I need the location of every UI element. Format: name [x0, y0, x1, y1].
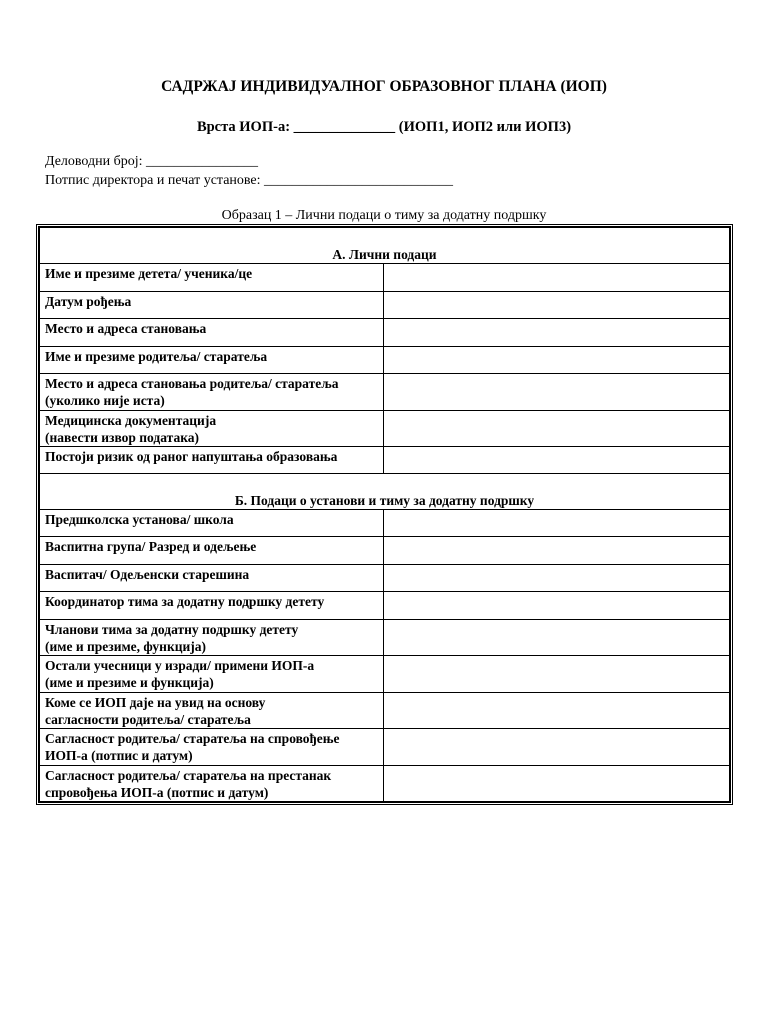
- document-title: САДРЖАЈ ИНДИВИДУАЛНОГ ОБРАЗОВНОГ ПЛАНА (ИОП): [161, 78, 607, 95]
- table-row: [39, 620, 730, 656]
- row-value-field[interactable]: [384, 292, 731, 319]
- table-row: [39, 319, 730, 347]
- row-label: Васпитна група/ Разред и одељење: [39, 537, 384, 565]
- table-row: [39, 729, 730, 766]
- row-value-field[interactable]: [384, 374, 731, 411]
- row-value-field[interactable]: [384, 620, 731, 656]
- table-row: [39, 565, 730, 592]
- row-label: Постоји ризик од раног напуштања образовања: [39, 447, 384, 474]
- row-value-field[interactable]: [384, 729, 731, 766]
- row-value-field[interactable]: [384, 319, 731, 347]
- row-value-field[interactable]: [384, 447, 731, 474]
- section-b-heading-row: [39, 474, 730, 510]
- table-row: [39, 411, 730, 447]
- personal-data-table: [38, 226, 731, 803]
- registry-number-line: Деловодни број: ________________: [45, 154, 259, 169]
- row-label: Медицинска документација (навести извор података): [39, 411, 384, 447]
- table-row: [39, 537, 730, 565]
- section-b-heading: Б. Подаци о установи и тиму за додатну подршку: [39, 474, 730, 510]
- row-label: Чланови тима за додатну подршку детету (име и презиме, функција): [39, 620, 384, 656]
- row-value-field[interactable]: [384, 411, 731, 447]
- row-value-field[interactable]: [384, 656, 731, 693]
- row-value-field[interactable]: [384, 693, 731, 729]
- director-signature-line: Потпис директора и печат установе: ___________________________: [45, 173, 454, 188]
- row-value-field[interactable]: [384, 592, 731, 620]
- row-label: Предшколска установа/ школа: [39, 510, 384, 537]
- row-value-field[interactable]: [384, 537, 731, 565]
- row-label: Остали учесници у изради/ примени ИОП-а (име и презиме и функција): [39, 656, 384, 693]
- table-row: [39, 347, 730, 374]
- row-label: Сагласност родитеља/ старатеља на спровођење ИОП-а (потпис и датум): [39, 729, 384, 766]
- row-value-field[interactable]: [384, 510, 731, 537]
- iop-type-line: Врста ИОП-а: ______________ (ИОП1, ИОП2 или ИОП3): [196, 119, 572, 135]
- row-label: Коме се ИОП даје на увид на основу сагласности родитеља/ старатеља: [39, 693, 384, 729]
- table-row: [39, 656, 730, 693]
- section-a-heading-row: [39, 227, 730, 264]
- section-a-heading: А. Лични подаци: [39, 227, 730, 264]
- table-row: [39, 264, 730, 292]
- row-value-field[interactable]: [384, 766, 731, 803]
- row-value-field[interactable]: [384, 565, 731, 592]
- row-value-field[interactable]: [384, 347, 731, 374]
- row-value-field[interactable]: [384, 264, 731, 292]
- row-label: Координатор тима за додатну подршку детету: [39, 592, 384, 620]
- table-row: [39, 447, 730, 474]
- table-row: [39, 292, 730, 319]
- row-label: Име и презиме детета/ ученика/це: [39, 264, 384, 292]
- row-label: Васпитач/ Одељенски старешина: [39, 565, 384, 592]
- table-row: [39, 374, 730, 411]
- row-label: Место и адреса становања: [39, 319, 384, 347]
- row-label: Име и презиме родитеља/ старатеља: [39, 347, 384, 374]
- table-row: [39, 592, 730, 620]
- row-label: Датум рођења: [39, 292, 384, 319]
- table-row: [39, 693, 730, 729]
- form-caption: Образац 1 – Лични подаци о тиму за додатну подршку: [221, 208, 547, 223]
- row-label: Место и адреса становања родитеља/ старатеља (уколико није иста): [39, 374, 384, 411]
- row-label: Сагласност родитеља/ старатеља на престанак спровођења ИОП-а (потпис и датум): [39, 766, 384, 803]
- table-row: [39, 766, 730, 803]
- table-row: [39, 510, 730, 537]
